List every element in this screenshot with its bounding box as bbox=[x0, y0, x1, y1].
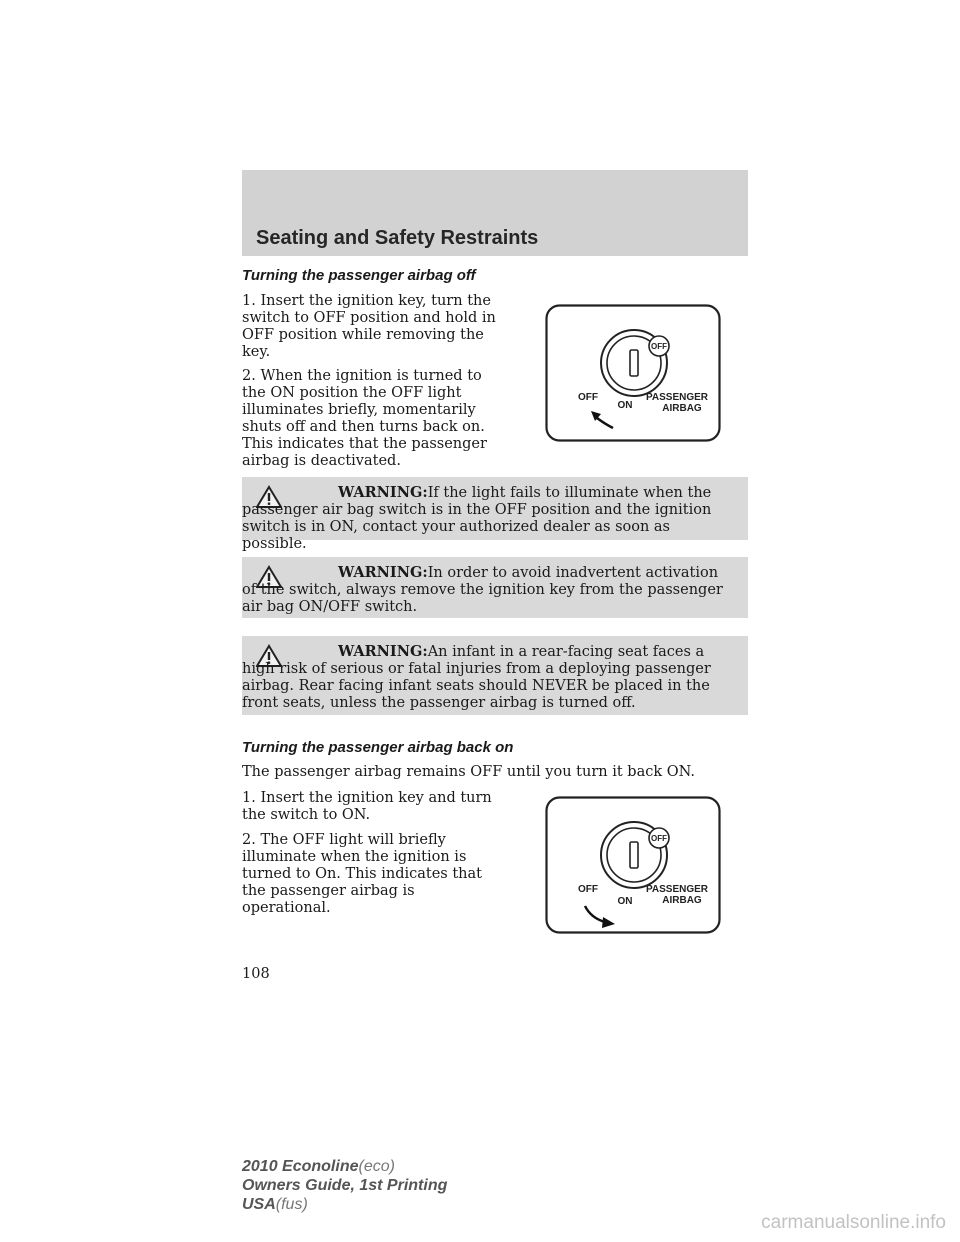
warning-body: In order to avoid inadvertent activation of the switch, always remove the ignition key from the passenger air bag ON/OFF switch. bbox=[242, 565, 723, 615]
airbag-label: AIRBAG bbox=[662, 895, 702, 906]
off-position-label: OFF bbox=[578, 392, 598, 403]
off-position-label: OFF bbox=[578, 884, 598, 895]
passenger-label: PASSENGER bbox=[645, 884, 709, 895]
footer-model: 2010 Econoline bbox=[242, 1158, 359, 1175]
airbag-switch-off-diagram bbox=[545, 304, 721, 442]
warning-label: WARNING: bbox=[338, 643, 428, 660]
off-light-label: OFF bbox=[651, 834, 667, 843]
page-number: 108 bbox=[242, 966, 270, 982]
section-header bbox=[242, 170, 748, 256]
step-on-2: 2. The OFF light will briefly illuminate when the ignition is turned to On. This indicates that the passenger airbag is operational. bbox=[242, 832, 482, 916]
passenger-label: PASSENGER bbox=[645, 392, 709, 403]
document-footer bbox=[242, 1157, 447, 1214]
step-off-2: 2. When the ignition is turned to the ON position the OFF light illuminates briefly, momentarily shuts off and then turns back on. This indicates that the passenger airbag is deactivated. bbox=[242, 368, 487, 469]
off-light-label: OFF bbox=[651, 342, 667, 351]
intro-on: The passenger airbag remains OFF until you turn it back ON. bbox=[242, 764, 695, 780]
section-title: Seating and Safety Restraints bbox=[256, 227, 539, 249]
footer-region-code: (fus) bbox=[275, 1196, 308, 1213]
heading-airbag-off: Turning the passenger airbag off bbox=[242, 267, 476, 284]
airbag-label: AIRBAG bbox=[662, 403, 702, 414]
heading-airbag-on: Turning the passenger airbag back on bbox=[242, 739, 514, 756]
warning-text-1 bbox=[242, 484, 736, 553]
warning-label: WARNING: bbox=[338, 564, 428, 581]
watermark: carmanualsonline.info bbox=[761, 1212, 946, 1233]
step-on-1: 1. Insert the ignition key and turn the switch to ON. bbox=[242, 790, 492, 823]
warning-body: An infant in a rear-facing seat faces a high risk of serious or fatal injuries from a deploying passenger airbag. Rear facing infant seats should NEVER be placed in the front seats, unless the passenger airbag is turned off. bbox=[242, 644, 711, 711]
on-position-label: ON bbox=[617, 400, 633, 411]
footer-model-code: (eco) bbox=[358, 1158, 395, 1175]
warning-box-3 bbox=[242, 636, 748, 715]
warning-box-2 bbox=[242, 557, 748, 618]
warning-label: WARNING: bbox=[338, 484, 428, 501]
footer-guide: Owners Guide, 1st Printing bbox=[242, 1177, 448, 1194]
airbag-switch-on-diagram bbox=[545, 796, 721, 934]
warning-body: If the light fails to illuminate when the passenger air bag switch is in the OFF position and the ignition switch is in ON, contact your authorized dealer as soon as possible. bbox=[242, 485, 712, 552]
warning-text-3 bbox=[242, 643, 736, 712]
step-off-1: 1. Insert the ignition key, turn the switch to OFF position and hold in OFF position while removing the key. bbox=[242, 293, 496, 360]
on-position-label: ON bbox=[617, 896, 633, 907]
warning-text-2 bbox=[242, 564, 736, 616]
warning-box-1 bbox=[242, 477, 748, 552]
footer-region: USA bbox=[242, 1196, 276, 1213]
